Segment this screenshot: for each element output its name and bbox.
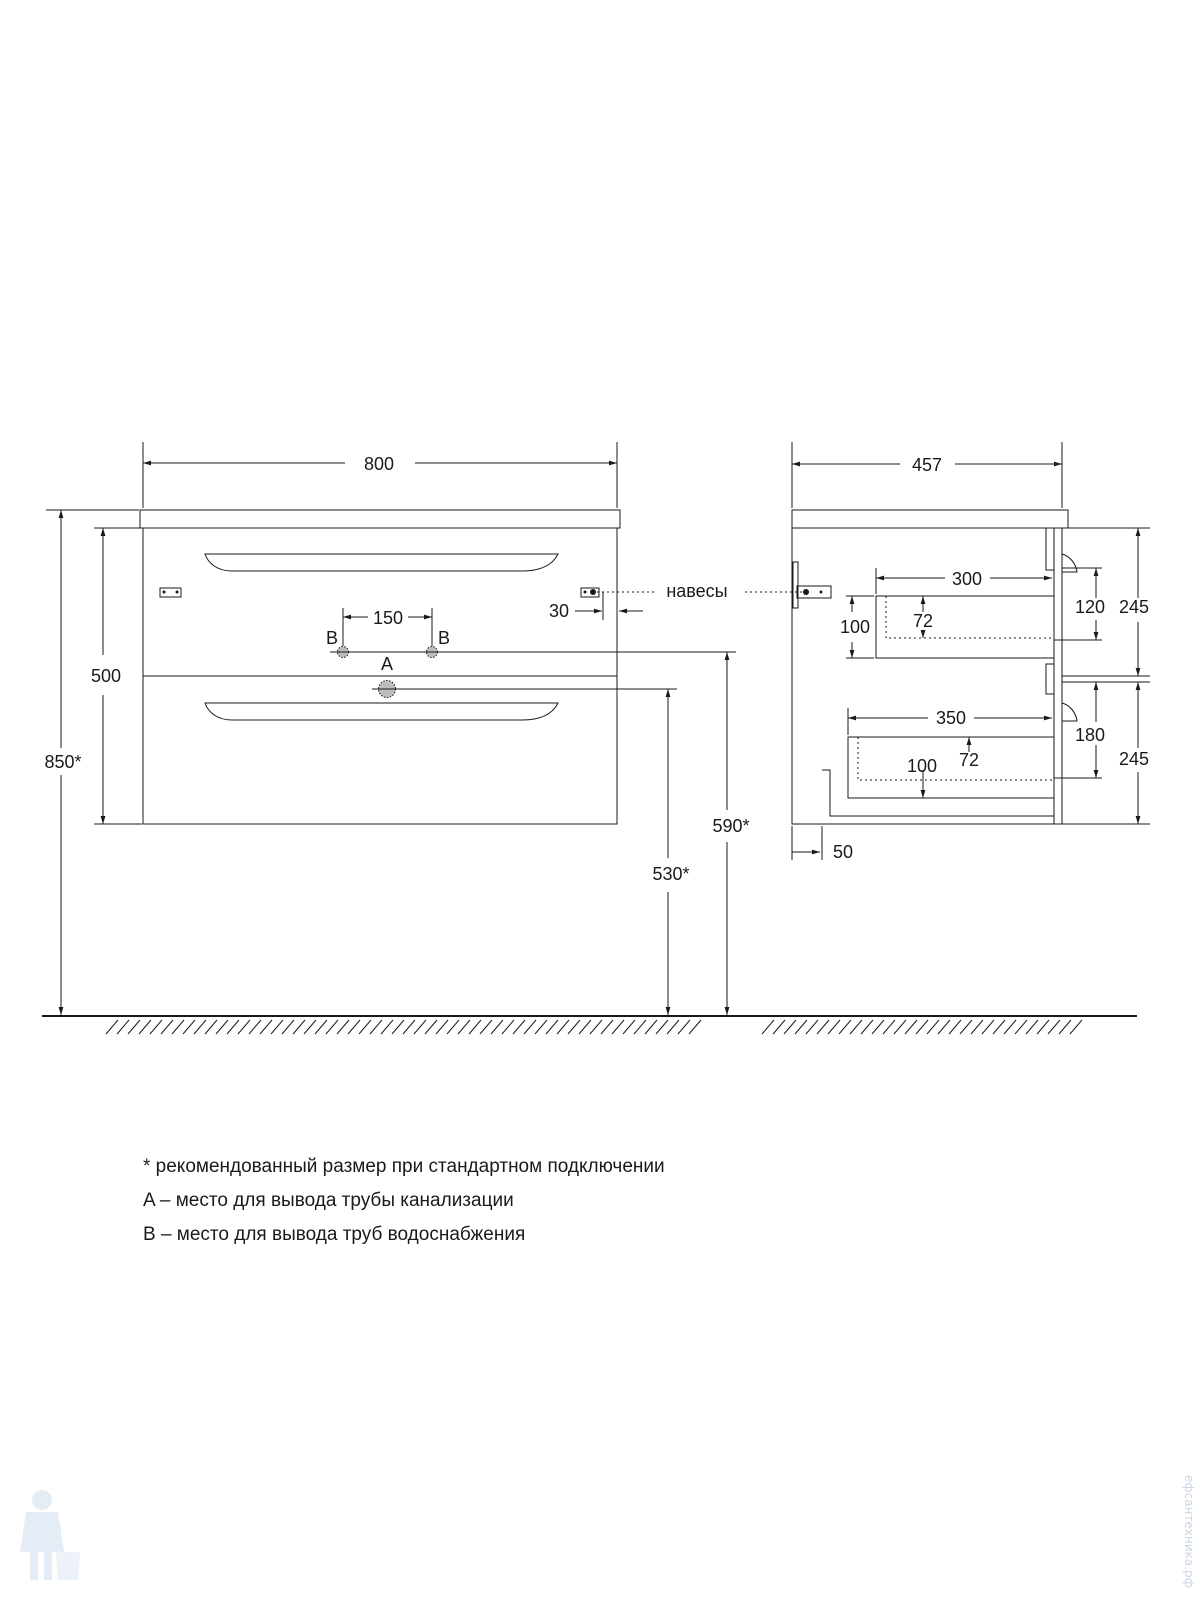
hatch-stroke [117,1020,129,1034]
hatch-stroke [172,1020,184,1034]
hatch-stroke [447,1020,459,1034]
hatch-stroke [656,1020,668,1034]
front-hinge-left [160,588,181,597]
hatch-stroke [938,1020,950,1034]
hatch-stroke [359,1020,371,1034]
hatch-stroke [667,1020,679,1034]
hatch-stroke [216,1020,228,1034]
hatch-stroke [1015,1020,1027,1034]
dim-width [143,442,617,508]
dim-side-section-bottom-label: 245 [1118,749,1150,769]
hatch-stroke [403,1020,415,1034]
dim-drawer-bottom-inner-label: 72 [958,750,980,770]
dim-drawer-top-depth-label: 300 [951,569,983,589]
dim-side-top-gap-label: 120 [1074,597,1106,617]
hatch-stroke [795,1020,807,1034]
hatch-stroke [905,1020,917,1034]
dim-drawer-top-inner-label: 72 [912,611,934,631]
hatch-stroke [491,1020,503,1034]
hatch-stroke [612,1020,624,1034]
dim-drawer-top-height-label: 100 [839,617,871,637]
hatch-stroke [249,1020,261,1034]
hatch-stroke [634,1020,646,1034]
note-water: B – место для вывода труб водоснабжения [143,1224,526,1245]
drain-label: A [380,654,394,674]
hatch-stroke [513,1020,525,1034]
front-hinge-right [581,588,599,597]
hatch-stroke [381,1020,393,1034]
dim-total-height [44,510,139,1015]
hatch-stroke [927,1020,939,1034]
hatch-stroke [304,1020,316,1034]
hatch-stroke [480,1020,492,1034]
hatch-stroke [1070,1020,1082,1034]
hatch-stroke [502,1020,514,1034]
dim-hinge-offset [549,592,643,621]
hatch-stroke [762,1020,774,1034]
dim-water-height [712,652,749,1015]
note-recommended: * рекомендованный размер при стандартном подключении [143,1156,665,1177]
watermark-plumber-logo [20,1490,80,1580]
hatch-stroke [150,1020,162,1034]
hatch-stroke [601,1020,613,1034]
hatch-stroke [817,1020,829,1034]
floor-hatch-right [762,1020,1082,1034]
dim-water-spacing-label: 150 [372,608,404,628]
hatch-stroke [1037,1020,1049,1034]
hatch-stroke [784,1020,796,1034]
floor-hatch-left [106,1020,701,1034]
hatch-stroke [414,1020,426,1034]
hatch-stroke [524,1020,536,1034]
dim-width-label: 800 [363,454,395,474]
hatch-stroke [916,1020,928,1034]
hatch-stroke [894,1020,906,1034]
dim-drawer-top-depth [876,568,1052,594]
floor-line [42,1016,1137,1034]
hatch-stroke [839,1020,851,1034]
dim-hinge-offset-label: 30 [548,601,570,621]
dim-drawer-bottom-depth-label: 350 [935,708,967,728]
hatch-stroke [139,1020,151,1034]
hatch-stroke [872,1020,884,1034]
dim-rear-offset [792,826,853,862]
hatch-stroke [370,1020,382,1034]
hatch-stroke [689,1020,701,1034]
hatch-stroke [392,1020,404,1034]
hatch-stroke [205,1020,217,1034]
note-drain: A – место для вывода трубы канализации [143,1190,514,1211]
dim-side-bottom-gap-label: 180 [1074,725,1106,745]
hatch-stroke [106,1020,118,1034]
hatch-stroke [227,1020,239,1034]
side-countertop [792,510,1068,528]
hatch-stroke [557,1020,569,1034]
dim-water-spacing [343,608,432,646]
notes [143,1150,665,1252]
hatch-stroke [678,1020,690,1034]
hatch-stroke [271,1020,283,1034]
hinges-label: навесы [666,581,728,601]
hatch-stroke [645,1020,657,1034]
hatch-stroke [282,1020,294,1034]
dim-depth [792,442,1062,508]
hatch-stroke [971,1020,983,1034]
hatch-stroke [828,1020,840,1034]
dim-total-height-label: 850* [44,752,82,772]
watermark-text: ефсантехника.рф [1182,1475,1196,1588]
hatch-stroke [315,1020,327,1034]
hatch-stroke [1059,1020,1071,1034]
hatch-stroke [293,1020,305,1034]
hatch-stroke [183,1020,195,1034]
dim-depth-label: 457 [911,455,943,475]
dim-water-height-label: 590* [712,816,750,836]
hatch-stroke [458,1020,470,1034]
hatch-stroke [128,1020,140,1034]
dim-front-height [91,528,142,824]
hatch-stroke [883,1020,895,1034]
hatch-stroke [806,1020,818,1034]
hatch-stroke [326,1020,338,1034]
front-top-handle [205,554,558,571]
hatch-stroke [773,1020,785,1034]
dim-drain-height [652,689,689,1015]
hatch-stroke [850,1020,862,1034]
hatch-stroke [337,1020,349,1034]
dim-drawer-bottom-height-label: 100 [906,756,938,776]
hatch-stroke [436,1020,448,1034]
hatch-stroke [590,1020,602,1034]
water-right-label: B [437,628,451,648]
water-left-label: B [325,628,339,648]
hatch-stroke [194,1020,206,1034]
hatch-stroke [546,1020,558,1034]
front-view [140,510,736,824]
hatch-stroke [861,1020,873,1034]
hatch-stroke [949,1020,961,1034]
dim-front-height-label: 500 [90,666,122,686]
hatch-stroke [1026,1020,1038,1034]
hatch-stroke [535,1020,547,1034]
hatch-stroke [623,1020,635,1034]
hatch-stroke [1048,1020,1060,1034]
dim-drawer-bottom-depth [848,708,1052,735]
dim-drawer-top-inner [913,596,933,638]
dim-rear-offset-label: 50 [832,842,854,862]
hatch-stroke [960,1020,972,1034]
side-top-drawer [876,596,1054,658]
hatch-stroke [238,1020,250,1034]
dim-side-section-top-label: 245 [1118,597,1150,617]
side-bottom-drawer [848,737,1054,798]
hatch-stroke [568,1020,580,1034]
side-wall-bracket [793,562,831,608]
hatch-stroke [161,1020,173,1034]
hinges-callout [597,581,806,601]
hatch-stroke [469,1020,481,1034]
hatch-stroke [982,1020,994,1034]
hatch-stroke [425,1020,437,1034]
front-bottom-handle [205,703,558,720]
hatch-stroke [260,1020,272,1034]
hatch-stroke [993,1020,1005,1034]
hatch-stroke [579,1020,591,1034]
dim-drain-height-label: 530* [652,864,690,884]
hatch-stroke [348,1020,360,1034]
hatch-stroke [1004,1020,1016,1034]
dim-drawer-top-height [840,596,874,658]
front-countertop [140,510,620,528]
